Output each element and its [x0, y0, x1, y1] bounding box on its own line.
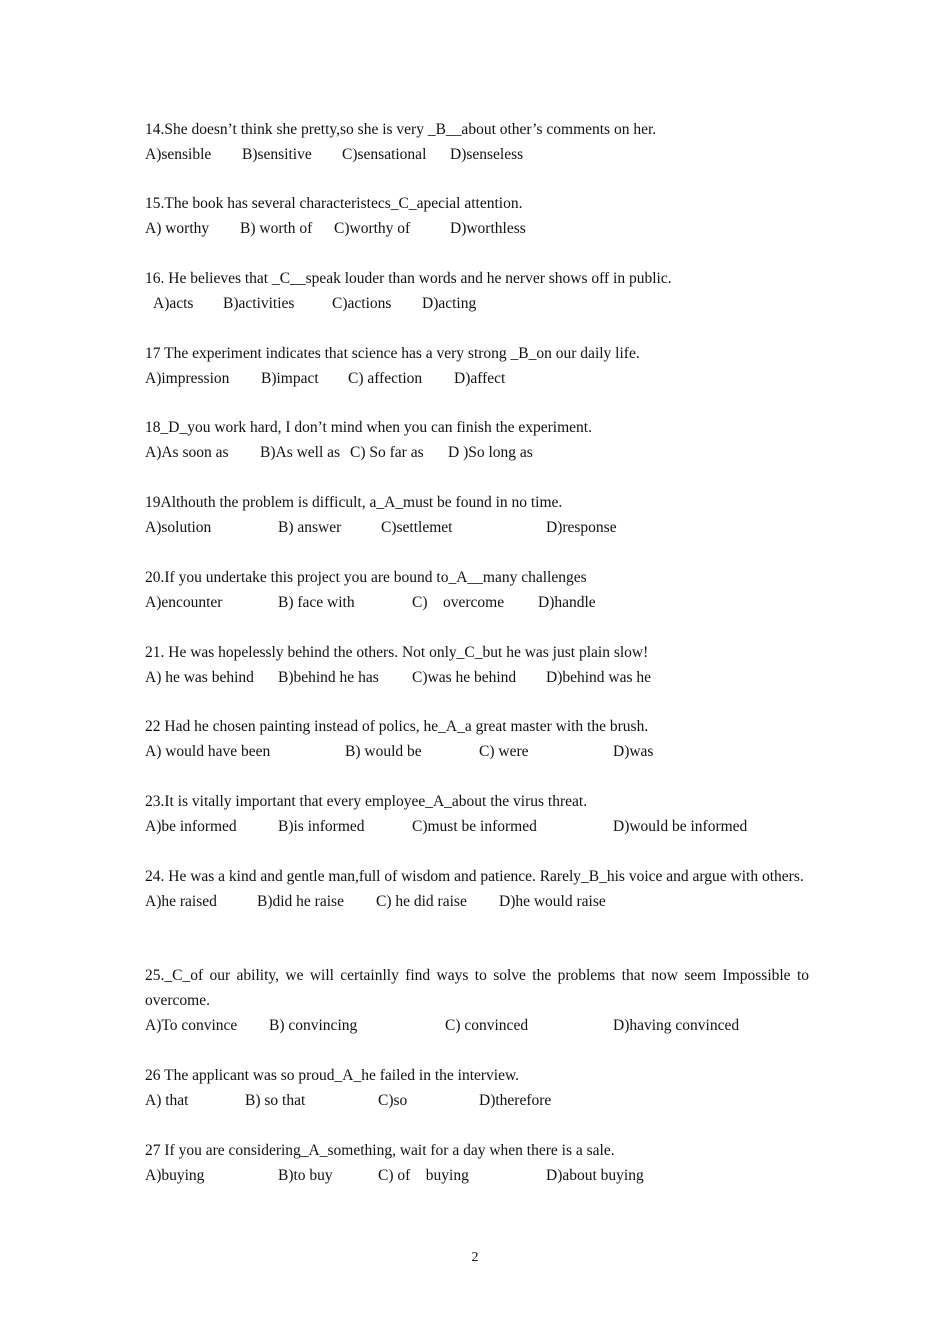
answer-options — [145, 814, 809, 839]
option-a: A) that — [145, 1092, 189, 1109]
option-d: D)having convinced — [613, 1017, 740, 1034]
question-21 — [145, 640, 809, 690]
option-b: B) answer — [278, 519, 342, 536]
answer-options — [145, 1088, 809, 1113]
question-15 — [145, 191, 809, 241]
question-stem: 22 Had he chosen painting instead of polics, he_A_a great master with the brush. — [145, 718, 649, 735]
option-b: B) would be — [345, 743, 422, 760]
option-b: B) so that — [245, 1092, 306, 1109]
option-b: B)to buy — [278, 1167, 333, 1184]
question-24 — [145, 864, 809, 914]
option-c: C) he did raise — [376, 893, 467, 910]
option-b: B)is informed — [278, 818, 365, 835]
answer-options — [145, 291, 809, 316]
answer-options — [145, 1013, 809, 1038]
option-a: A) he was behind — [145, 669, 254, 686]
answer-options — [145, 739, 809, 764]
question-16 — [145, 266, 809, 316]
option-d: D)about buying — [546, 1167, 644, 1184]
answer-options — [145, 142, 809, 167]
option-a: A)sensible — [145, 146, 212, 163]
question-26 — [145, 1063, 809, 1113]
option-a: A) would have been — [145, 743, 271, 760]
option-c: C)was he behind — [412, 669, 517, 686]
option-c: C) convinced — [445, 1017, 529, 1034]
option-a: A) worthy — [145, 220, 210, 237]
option-c: C)sensational — [342, 146, 427, 163]
option-b: B) face with — [278, 594, 355, 611]
option-d: D )So long as — [448, 444, 533, 461]
question-stem: 27 If you are considering_A_something, wait for a day when there is a sale. — [145, 1142, 615, 1159]
option-c: C) affection — [348, 370, 423, 387]
option-a: A)solution — [145, 519, 212, 536]
option-d: D)handle — [538, 594, 596, 611]
option-b: B)behind he has — [278, 669, 379, 686]
option-d: D)response — [546, 519, 617, 536]
option-c: C)worthy of — [334, 220, 411, 237]
option-c: C) were — [479, 743, 529, 760]
option-d: D)worthless — [450, 220, 526, 237]
option-a: A)encounter — [145, 594, 223, 611]
option-a: A)impression — [145, 370, 230, 387]
option-c: C) of buying — [378, 1167, 469, 1184]
answer-options — [145, 366, 809, 391]
question-stem: 21. He was hopelessly behind the others. Not only_C_but he was just plain slow! — [145, 644, 649, 661]
option-d: D)would be informed — [613, 818, 748, 835]
option-a: A)To convince — [145, 1017, 238, 1034]
option-d: D)therefore — [479, 1092, 552, 1109]
option-d: D)affect — [454, 370, 506, 387]
option-d: D)senseless — [450, 146, 524, 163]
answer-options — [145, 440, 809, 465]
option-b: B)As well as — [260, 444, 341, 461]
option-d: D)behind was he — [546, 669, 652, 686]
question-14 — [145, 117, 809, 167]
question-stem: 23.It is vitally important that every employee_A_about the virus threat. — [145, 793, 588, 810]
question-stem: 20.If you undertake this project you are bound to_A__many challenges — [145, 569, 587, 586]
answer-options — [145, 889, 809, 914]
question-19 — [145, 490, 809, 540]
answer-options — [145, 590, 809, 615]
option-d: D)acting — [422, 295, 477, 312]
question-stem: 26 The applicant was so proud_A_he failed in the interview. — [145, 1067, 520, 1084]
question-stem: 14.She doesn’t think she pretty,so she is very _B__about other’s comments on her. — [145, 121, 657, 138]
option-b: B)did he raise — [257, 893, 344, 910]
answer-options — [145, 665, 809, 690]
option-a: A)he raised — [145, 893, 217, 910]
option-b: B)activities — [223, 295, 295, 312]
question-stem: 18_D_you work hard, I don’t mind when you can finish the experiment. — [145, 419, 592, 436]
option-c: C)must be informed — [412, 818, 537, 835]
question-18 — [145, 415, 809, 465]
option-c: C)actions — [332, 295, 392, 312]
answer-options — [145, 515, 809, 540]
answer-options — [145, 216, 809, 241]
question-stem: 16. He believes that _C__speak louder than words and he nerver shows off in public. — [145, 270, 672, 287]
question-17 — [145, 341, 809, 391]
question-stem: 15.The book has several characteristecs_C_apecial attention. — [145, 195, 523, 212]
question-stem: 25._C_of our ability, we will certainlly find ways to solve the problems that now seem Impossible to overcome. — [145, 967, 809, 1009]
question-stem: 24. He was a kind and gentle man,full of wisdom and patience. Rarely_B_his voice and argue with others. — [145, 868, 804, 885]
option-c: C)settlemet — [381, 519, 453, 536]
question-20 — [145, 565, 809, 615]
option-c: C)so — [378, 1092, 408, 1109]
page-number: 2 — [471, 1250, 479, 1265]
option-d: D)he would raise — [499, 893, 606, 910]
option-b: B)sensitive — [242, 146, 312, 163]
option-a: A)buying — [145, 1167, 205, 1184]
question-27 — [145, 1138, 809, 1188]
option-b: B) convincing — [269, 1017, 358, 1034]
option-d: D)was — [613, 743, 654, 760]
answer-options — [145, 1163, 809, 1188]
option-b: B)impact — [261, 370, 319, 387]
question-stem: 19Althouth the problem is difficult, a_A_must be found in no time. — [145, 494, 563, 511]
question-22 — [145, 714, 809, 764]
option-c: C) So far as — [350, 444, 424, 461]
question-stem: 17 The experiment indicates that science has a very strong _B_on our daily life. — [145, 345, 640, 362]
question-25 — [145, 963, 809, 1038]
question-23 — [145, 789, 809, 839]
option-a: A)acts — [153, 295, 194, 312]
option-c: C) overcome — [412, 594, 505, 611]
option-a: A)As soon as — [145, 444, 229, 461]
option-b: B) worth of — [240, 220, 313, 237]
option-a: A)be informed — [145, 818, 237, 835]
